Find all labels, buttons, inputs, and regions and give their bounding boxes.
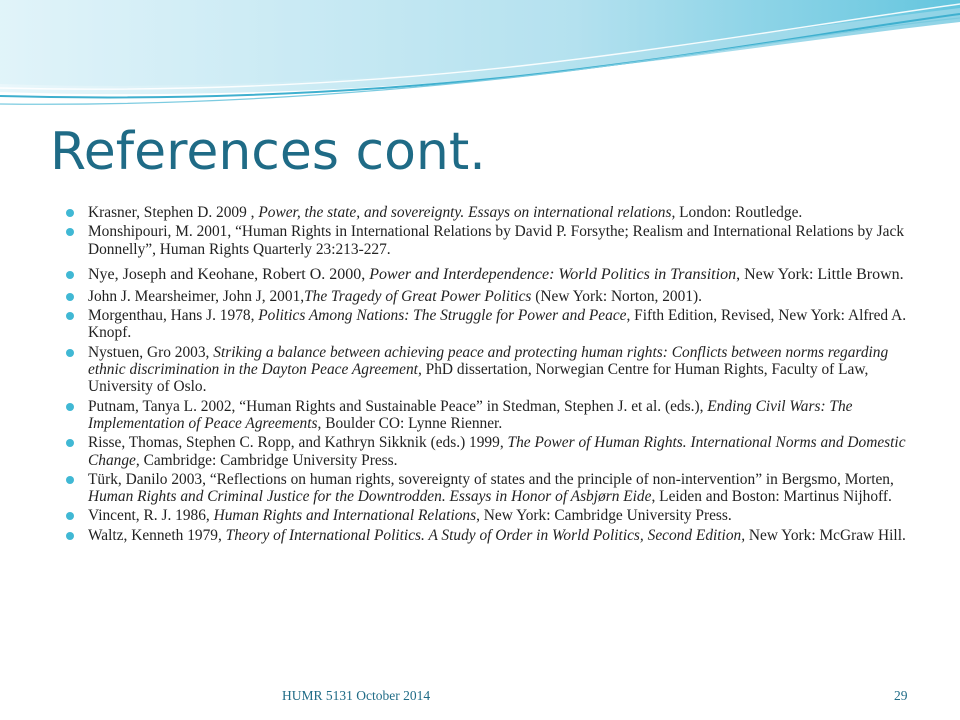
reference-item: Morgenthau, Hans J. 1978, Politics Among Nations: The Struggle for Power and Peace, Fifth Edition, Revised, New York: Alfred A. Knopf. [64,307,914,342]
reference-item: John J. Mearsheimer, John J, 2001,The Tragedy of Great Power Politics (New York: Norton, 2001). [64,288,914,305]
slide-title: References cont. [50,122,486,182]
reference-item: Monshipouri, M. 2001, “Human Rights in International Relations by David P. Forsythe; Realism and International Relations by Jack Donnelly”, Human Rights Quarterly 23:213-227. [64,223,914,258]
reference-item: Vincent, R. J. 1986, Human Rights and International Relations, New York: Cambridge University Press. [64,507,914,524]
reference-item: Putnam, Tanya L. 2002, “Human Rights and Sustainable Peace” in Stedman, Stephen J. et al. (eds.), Ending Civil Wars: The Implementation of Peace Agreements, Boulder CO: Lynne Rienner. [64,398,914,433]
header-wave-decoration [0,0,960,110]
reference-item: Risse, Thomas, Stephen C. Ropp, and Kathryn Sikknik (eds.) 1999, The Power of Human Rights. International Norms and Domestic Change, Cambridge: Cambridge University Press. [64,434,914,469]
reference-item: Nystuen, Gro 2003, Striking a balance between achieving peace and protecting human rights: Conflicts between norms regarding ethnic discrimination in the Dayton Peace Agreement, PhD dissertation, Norwegian Centre for Human Rights, Faculty of Law, University of Oslo. [64,344,914,396]
slide-footer: HUMR 5131 October 2014 [282,688,431,703]
reference-item: Waltz, Kenneth 1979, Theory of International Politics. A Study of Order in World Politics, Second Edition, New York: McGraw Hill. [64,527,914,544]
reference-list [64,204,914,546]
page-number: 29 [894,688,908,703]
reference-item: Türk, Danilo 2003, “Reflections on human rights, sovereignty of states and the principle of non-intervention” in Bergsmo, Morten, Human Rights and Criminal Justice for the Downtrodden. Essays in Honor of Asbjørn Eide, Leiden and Boston: Martinus Nijhoff. [64,471,914,506]
reference-item: Nye, Joseph and Keohane, Robert O. 2000, Power and Interdependence: World Politics in Transition, New York: Little Brown. [64,264,914,286]
reference-item: Krasner, Stephen D. 2009 , Power, the state, and sovereignty. Essays on international relations, London: Routledge. [64,204,914,221]
